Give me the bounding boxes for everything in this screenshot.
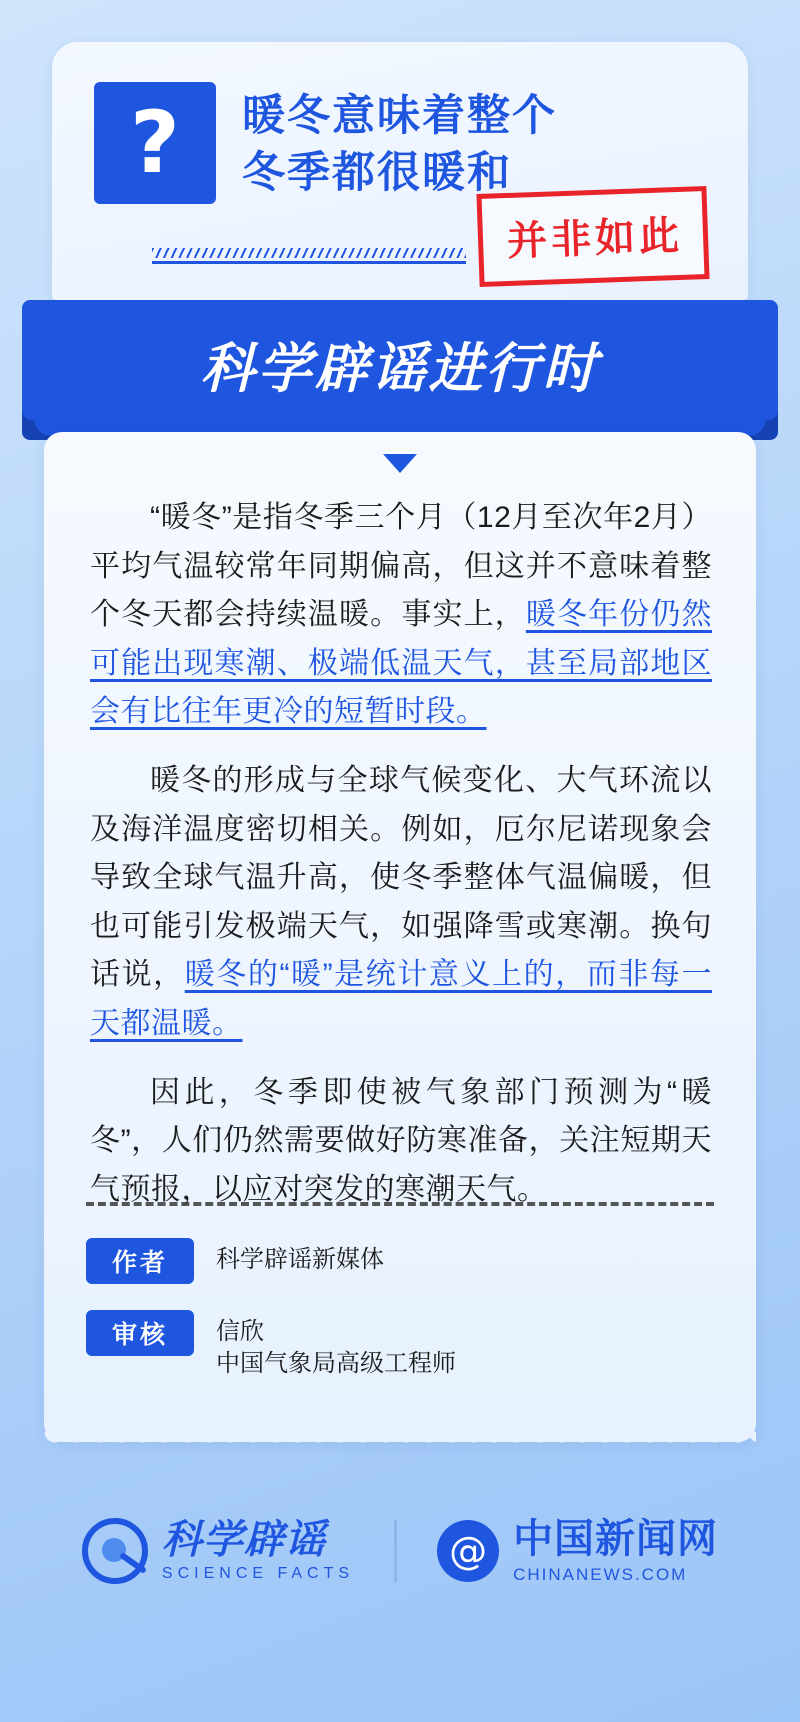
logo-chinanews bbox=[437, 1518, 718, 1585]
stamp-badge: 并非如此 bbox=[476, 186, 709, 287]
logo-science-facts-text bbox=[162, 1519, 354, 1583]
at-symbol-icon: @ bbox=[437, 1520, 499, 1582]
logo-science-facts bbox=[82, 1518, 354, 1584]
logo-science-facts-en: SCIENCE FACTS bbox=[161, 1565, 355, 1582]
banner bbox=[22, 300, 778, 442]
title-underline-decoration bbox=[152, 248, 466, 266]
credit-text-author bbox=[216, 1238, 384, 1276]
footer bbox=[0, 1476, 800, 1626]
logo-chinanews-text bbox=[513, 1518, 718, 1585]
question-title-line2: 冬季都很暖和 bbox=[242, 149, 512, 198]
paragraph-3: 因此，冬季即使被气象部门预测为“暖冬”，人们仍然需要做好防寒准备，关注短期天气预报，以应对突发的寒潮天气。 bbox=[90, 1075, 712, 1206]
footer-divider bbox=[394, 1520, 397, 1582]
paragraph-2 bbox=[90, 757, 712, 1049]
caret-down-icon bbox=[383, 454, 417, 473]
credit-text-reviewer bbox=[216, 1310, 456, 1379]
dashed-divider bbox=[86, 1202, 714, 1206]
solid-line bbox=[152, 261, 466, 264]
logo-chinanews-en: CHINANEWS.COM bbox=[513, 1564, 688, 1584]
question-title bbox=[242, 76, 557, 204]
card-scalloped-edge bbox=[44, 1432, 756, 1454]
question-card-inner bbox=[52, 42, 748, 204]
logo-chinanews-cn: 中国新闻网 bbox=[513, 1516, 719, 1561]
question-mark-glyph: ? bbox=[130, 93, 180, 193]
credit-row-author bbox=[86, 1238, 714, 1284]
credit-author-line1: 科学辟谣新媒体 bbox=[216, 1246, 384, 1273]
credit-tag-reviewer: 审核 bbox=[86, 1310, 194, 1356]
paragraph-1-text: “暖冬”是指冬季三个月（12月至次年2月）平均气温较常年同期偏高，但这并不意味着整个冬天都会持续温暖。事实上， bbox=[90, 501, 712, 632]
article-body bbox=[90, 494, 712, 1234]
credit-reviewer-line1: 信欣 bbox=[216, 1318, 264, 1345]
question-card bbox=[52, 42, 748, 300]
paragraph-2-text: 暖冬的形成与全球气候变化、大气环流以及海洋温度密切相关。例如，厄尔尼诺现象会导致全球气温升高，使冬季整体气温偏暖，但也可能引发极端天气，如强降雪或寒潮。换句话说， bbox=[90, 763, 712, 992]
paragraph-2-highlight: 暖冬的“暖”是统计意义上的，而非每一天都温暖。 bbox=[90, 958, 713, 1040]
paragraph-1-highlight: 暖冬年份仍然可能出现寒潮、极端低温天气，甚至局部地区会有比往年更冷的短暂时段。 bbox=[90, 598, 713, 729]
logo-science-facts-cn: 科学辟谣 bbox=[161, 1518, 326, 1562]
paragraph-1 bbox=[90, 494, 712, 737]
credit-reviewer-line2: 中国气象局高级工程师 bbox=[216, 1349, 456, 1377]
article-card bbox=[44, 432, 756, 1442]
question-mark-icon bbox=[94, 82, 216, 204]
banner-title: 科学辟谣进行时 bbox=[200, 337, 600, 400]
credit-tag-author: 作者 bbox=[86, 1238, 194, 1284]
question-title-line1: 暖冬意味着整个 bbox=[242, 92, 557, 140]
credit-row-reviewer bbox=[86, 1310, 714, 1379]
hatch-line bbox=[152, 248, 466, 258]
magnifier-icon bbox=[82, 1518, 148, 1584]
credits-section bbox=[86, 1238, 714, 1405]
